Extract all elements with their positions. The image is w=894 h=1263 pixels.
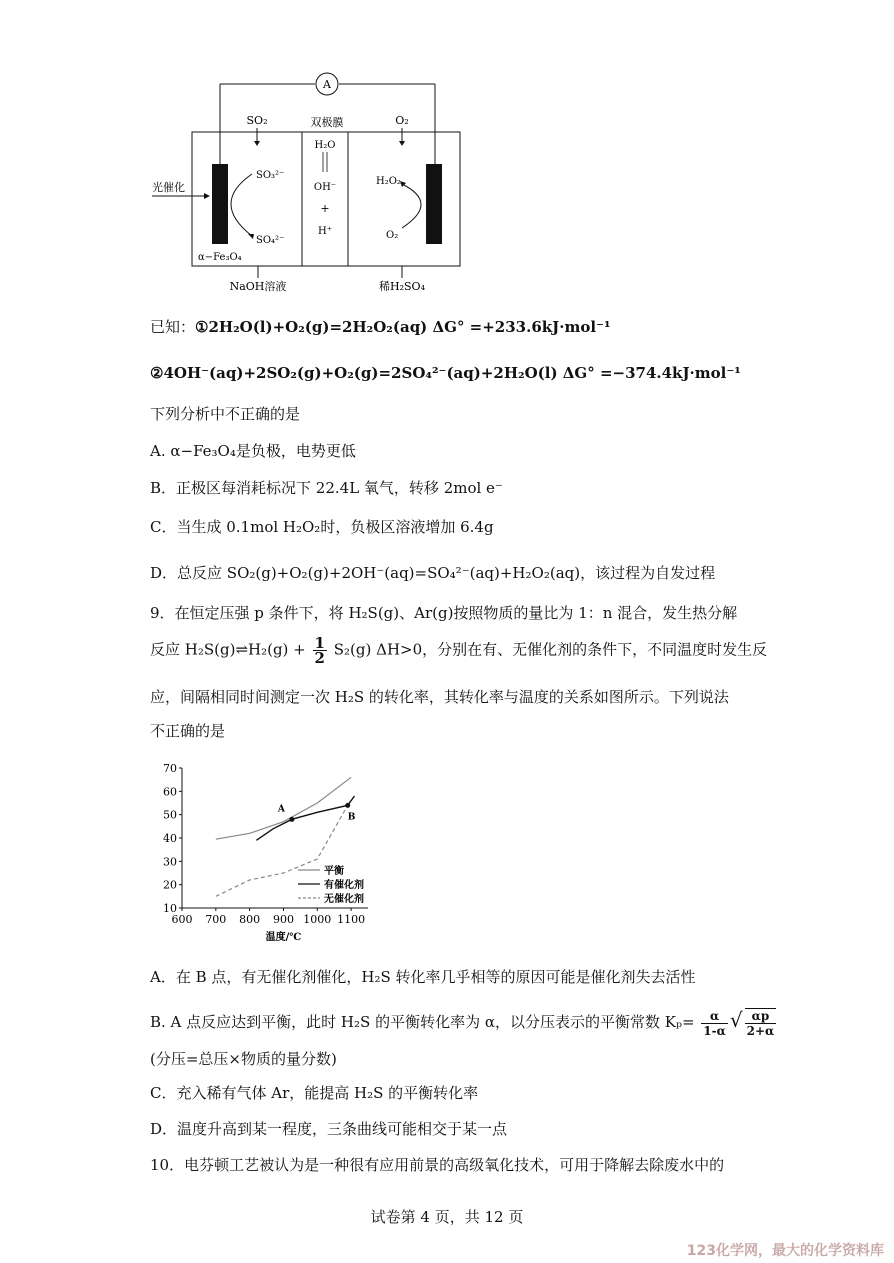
h2o2-label: H₂O₂	[376, 176, 401, 187]
hydroxide-label: OH⁻	[313, 182, 337, 193]
point-label-B: B	[347, 812, 356, 823]
y-tick-label: 20	[163, 878, 177, 892]
point-label-A: A	[277, 804, 285, 815]
sulfate-label: SO₄²⁻	[256, 235, 285, 246]
q9-line-2b: S₂(g) ΔH>0，分别在有、无催化剂的条件下，不同温度时发生反	[333, 640, 768, 659]
y-tick-label: 40	[163, 832, 177, 845]
plus-label: +	[320, 202, 330, 215]
known-prefix: 已知：	[150, 318, 196, 336]
q8-option-b: B．正极区每消耗标况下 22.4L 氧气，转移 2mol e⁻	[150, 479, 503, 497]
equation-2: ②4OH⁻(aq)+2SO₂(g)+O₂(g)=2SO₄²⁻(aq)+2H₂O(l) ΔG° =−374.4kJ·mol⁻¹	[150, 364, 741, 382]
ammeter-label: A	[323, 78, 331, 91]
y-tick-label: 60	[163, 785, 177, 799]
cathode-electrode	[426, 164, 442, 244]
q8-stem: 下列分析中不正确的是	[150, 405, 301, 423]
conversion-temperature-chart	[150, 758, 390, 950]
so2-label: SO₂	[246, 114, 268, 127]
kp-fraction: $\frac{\alpha}{1-\alpha}$	[703, 1008, 726, 1038]
kp-sqrt-fraction: $\frac{\alpha p}{2+\alpha}$	[746, 1009, 775, 1038]
legend-label-2: 有催化剂	[324, 880, 364, 891]
point-B	[345, 803, 350, 808]
q9-line-2	[150, 636, 767, 665]
x-tick-label: 700	[205, 913, 227, 926]
q8-option-c: C．当生成 0.1mol H₂O₂时，负极区溶液增加 6.4g	[150, 518, 494, 536]
y-tick-label: 30	[163, 855, 177, 869]
legend-label-3: 无催化剂	[324, 894, 364, 905]
x-tick-label: 1100	[337, 913, 366, 926]
q9-option-d: D．温度升高到某一程度，三条曲线可能相交于某一点	[150, 1120, 508, 1138]
q9-option-b	[150, 1008, 778, 1038]
o2-bottom-label: O₂	[386, 230, 399, 241]
q9-line-1: 9．在恒定压强 p 条件下，将 H₂S(g)、Ar(g)按照物质的量比为 1：n 混合，发生热分解	[150, 604, 738, 622]
q9-option-c: C．充入稀有气体 Ar，能提高 H₂S 的平衡转化率	[150, 1084, 479, 1102]
water-label: H₂O	[314, 140, 336, 151]
electrode-label: α−Fe₃O₄	[198, 252, 242, 263]
anode-electrode	[212, 164, 228, 244]
q9-fraction: $\frac{1}{2}$	[314, 634, 325, 667]
photocatalysis-label: 光催化	[152, 181, 185, 194]
q9-line-4: 不正确的是	[150, 722, 226, 740]
y-tick-label: 10	[163, 902, 177, 915]
q9-line-2a: 反应 H₂S(g)⇌H₂(g) +	[150, 640, 306, 659]
equation-1: ①2H₂O(l)+O₂(g)=2H₂O₂(aq) ΔG° =+233.6kJ·mol⁻¹	[195, 318, 611, 336]
q8-option-d: D．总反应 SO₂(g)+O₂(g)+2OH⁻(aq)=SO₄²⁻(aq)+H₂O₂(aq)，该过程为自发过程	[150, 564, 716, 582]
q8-option-a: A. α−Fe₃O₄是负极，电势更低	[150, 442, 356, 460]
o2-top-label: O₂	[395, 114, 409, 127]
proton-label: H⁺	[318, 226, 332, 237]
page-number: 试卷第 4 页，共 12 页	[370, 1208, 524, 1226]
x-tick-label: 1000	[303, 913, 332, 926]
electrolysis-cell-diagram	[140, 68, 480, 298]
x-tick-label: 900	[272, 913, 294, 926]
q9-option-b-text: B. A 点反应达到平衡，此时 H₂S 的平衡转化率为 α，以分压表示的平衡常数 Kₚ=	[150, 1013, 695, 1031]
x-tick-label: 800	[239, 913, 261, 926]
x-axis-label: 温度/℃	[265, 932, 302, 943]
q9-line-3: 应，间隔相同时间测定一次 H₂S 的转化率，其转化率与温度的关系如图所示。下列说法	[150, 688, 729, 706]
naoh-label: NaOH溶液	[229, 280, 287, 293]
y-tick-label: 50	[163, 808, 177, 822]
q9-option-b-note: (分压=总压×物质的量分数)	[150, 1050, 337, 1068]
known-eq1	[150, 316, 611, 337]
y-tick-label: 70	[163, 762, 177, 775]
q9-option-a: A．在 B 点，有无催化剂催化，H₂S 转化率几乎相等的原因可能是催化剂失去活性	[150, 968, 696, 986]
sqrt-icon: √	[729, 1008, 743, 1032]
legend-label-1: 平衡	[324, 866, 344, 877]
q10-line-1: 10．电芬顿工艺被认为是一种很有应用前景的高级氧化技术，可用于降解去除废水中的	[150, 1156, 725, 1174]
watermark: 123化学网，最大的化学资料库	[686, 1243, 884, 1259]
x-tick-label: 600	[171, 913, 193, 926]
sulfite-label: SO₃²⁻	[256, 170, 285, 181]
point-A	[289, 817, 294, 822]
h2so4-label: 稀H₂SO₄	[379, 280, 425, 293]
membrane-label: 双极膜	[310, 116, 344, 129]
